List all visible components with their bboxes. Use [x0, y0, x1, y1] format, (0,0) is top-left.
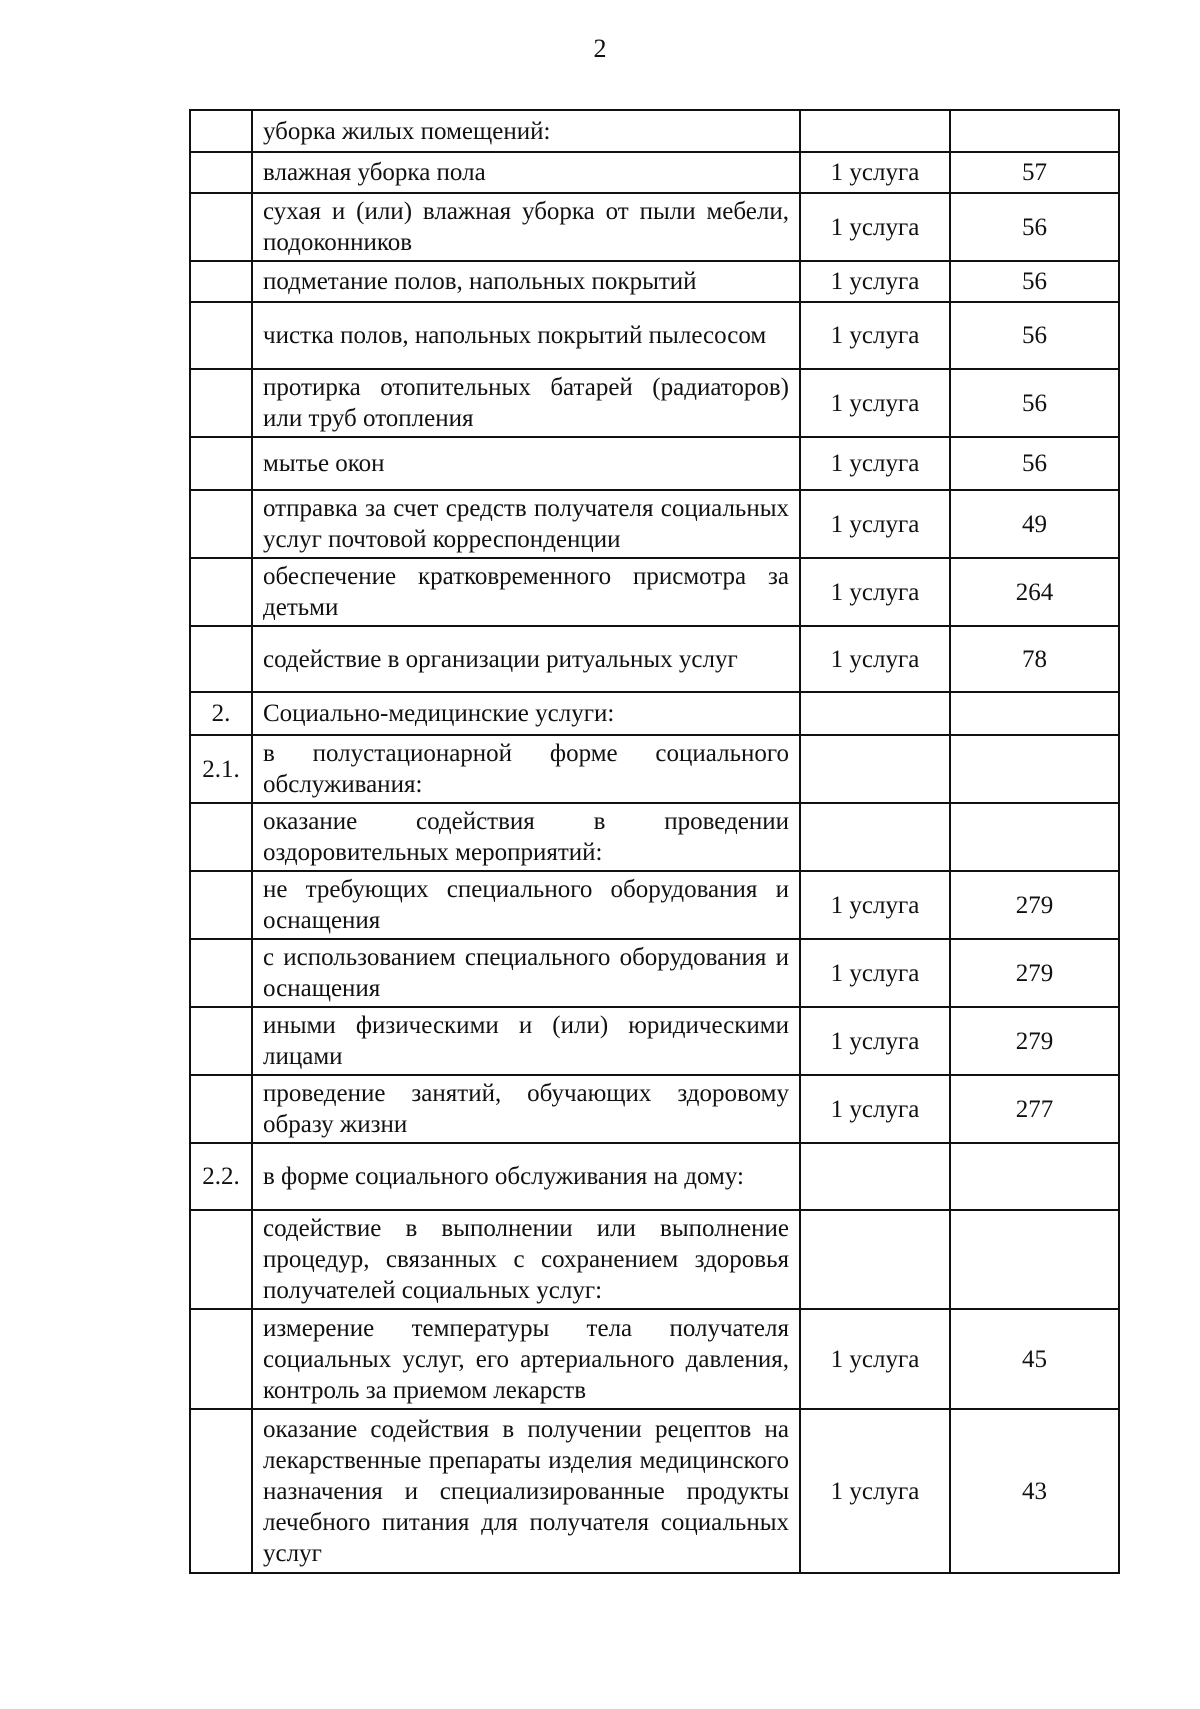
unit-cell: 1 услуга — [800, 1075, 950, 1143]
service-description: содействие в выполнении или выполнение процедур, связанных с сохранением здоровья получателей социальных услуг: — [252, 1210, 800, 1309]
price-cell: 56 — [950, 437, 1119, 490]
row-number — [190, 110, 252, 152]
unit-cell: 1 услуга — [800, 490, 950, 558]
table-row — [190, 490, 1119, 558]
row-number — [190, 1210, 252, 1309]
price-cell: 264 — [950, 558, 1119, 626]
unit-cell — [800, 735, 950, 803]
unit-cell: 1 услуга — [800, 1007, 950, 1075]
unit-cell — [800, 1143, 950, 1210]
table-row — [190, 1409, 1119, 1573]
price-cell — [950, 692, 1119, 735]
row-number — [190, 803, 252, 871]
row-number — [190, 939, 252, 1007]
row-number — [190, 193, 252, 261]
unit-cell — [800, 110, 950, 152]
price-cell: 279 — [950, 939, 1119, 1007]
table-row — [190, 692, 1119, 735]
table-row — [190, 626, 1119, 692]
price-cell: 43 — [950, 1409, 1119, 1573]
row-number — [190, 369, 252, 437]
table-row — [190, 1309, 1119, 1409]
service-description: с использованием специального оборудования и оснащения — [252, 939, 800, 1007]
price-cell: 279 — [950, 871, 1119, 939]
service-description: сухая и (или) влажная уборка от пыли мебели, подоконников — [252, 193, 800, 261]
table-row — [190, 1075, 1119, 1143]
page-number: 2 — [593, 34, 607, 63]
price-cell: 45 — [950, 1309, 1119, 1409]
table-row — [190, 152, 1119, 193]
table-row — [190, 369, 1119, 437]
service-description: Социально-медицинские услуги: — [252, 692, 800, 735]
price-cell: 49 — [950, 490, 1119, 558]
service-description: мытье окон — [252, 437, 800, 490]
service-description: иными физическими и (или) юридическими лицами — [252, 1007, 800, 1075]
services-table — [189, 109, 1120, 1574]
table-row — [190, 1143, 1119, 1210]
price-cell — [950, 1143, 1119, 1210]
row-number: 2.1. — [190, 735, 252, 803]
service-description: чистка полов, напольных покрытий пылесосом — [252, 302, 800, 369]
service-description: протирка отопительных батарей (радиаторов) или труб отопления — [252, 369, 800, 437]
service-description: не требующих специального оборудования и оснащения — [252, 871, 800, 939]
unit-cell: 1 услуга — [800, 261, 950, 302]
service-description: оказание содействия в получении рецептов на лекарственные препараты изделия медицинского назначения и специализированные продукты лечебного питания для получателя социальных услуг — [252, 1409, 800, 1573]
row-number — [190, 437, 252, 490]
service-description: уборка жилых помещений: — [252, 110, 800, 152]
row-number — [190, 1409, 252, 1573]
row-number — [190, 1007, 252, 1075]
service-description: содействие в организации ритуальных услуг — [252, 626, 800, 692]
price-cell: 56 — [950, 193, 1119, 261]
price-cell — [950, 735, 1119, 803]
service-description: оказание содействия в проведении оздоровительных мероприятий: — [252, 803, 800, 871]
unit-cell: 1 услуга — [800, 871, 950, 939]
table-row — [190, 871, 1119, 939]
table-row — [190, 302, 1119, 369]
price-cell — [950, 110, 1119, 152]
table-row — [190, 939, 1119, 1007]
unit-cell — [800, 803, 950, 871]
unit-cell: 1 услуга — [800, 193, 950, 261]
unit-cell — [800, 692, 950, 735]
service-description: влажная уборка пола — [252, 152, 800, 193]
service-description: проведение занятий, обучающих здоровому образу жизни — [252, 1075, 800, 1143]
service-description: подметание полов, напольных покрытий — [252, 261, 800, 302]
table-row — [190, 1210, 1119, 1309]
unit-cell — [800, 1210, 950, 1309]
service-description: измерение температуры тела получателя социальных услуг, его артериального давления, контроль за приемом лекарств — [252, 1309, 800, 1409]
row-number — [190, 871, 252, 939]
price-cell: 56 — [950, 261, 1119, 302]
price-cell: 78 — [950, 626, 1119, 692]
service-description: обеспечение кратковременного присмотра за детьми — [252, 558, 800, 626]
table-row — [190, 1007, 1119, 1075]
service-description: отправка за счет средств получателя социальных услуг почтовой корреспонденции — [252, 490, 800, 558]
unit-cell: 1 услуга — [800, 369, 950, 437]
row-number: 2.2. — [190, 1143, 252, 1210]
unit-cell: 1 услуга — [800, 626, 950, 692]
table-row — [190, 110, 1119, 152]
price-cell: 279 — [950, 1007, 1119, 1075]
unit-cell: 1 услуга — [800, 1309, 950, 1409]
unit-cell: 1 услуга — [800, 558, 950, 626]
row-number — [190, 302, 252, 369]
row-number — [190, 490, 252, 558]
row-number — [190, 152, 252, 193]
row-number — [190, 1075, 252, 1143]
price-cell: 57 — [950, 152, 1119, 193]
row-number — [190, 1309, 252, 1409]
price-cell: 56 — [950, 369, 1119, 437]
unit-cell: 1 услуга — [800, 302, 950, 369]
price-cell — [950, 1210, 1119, 1309]
table-row — [190, 803, 1119, 871]
table-row — [190, 558, 1119, 626]
unit-cell: 1 услуга — [800, 437, 950, 490]
table-row — [190, 193, 1119, 261]
table-body — [190, 110, 1119, 1573]
table-row — [190, 261, 1119, 302]
unit-cell: 1 услуга — [800, 1409, 950, 1573]
service-description: в форме социального обслуживания на дому: — [252, 1143, 800, 1210]
price-cell: 277 — [950, 1075, 1119, 1143]
price-cell — [950, 803, 1119, 871]
service-description: в полустационарной форме социального обслуживания: — [252, 735, 800, 803]
row-number — [190, 261, 252, 302]
unit-cell: 1 услуга — [800, 939, 950, 1007]
table-row — [190, 437, 1119, 490]
table-row — [190, 735, 1119, 803]
unit-cell: 1 услуга — [800, 152, 950, 193]
row-number — [190, 626, 252, 692]
row-number: 2. — [190, 692, 252, 735]
row-number — [190, 558, 252, 626]
price-cell: 56 — [950, 302, 1119, 369]
